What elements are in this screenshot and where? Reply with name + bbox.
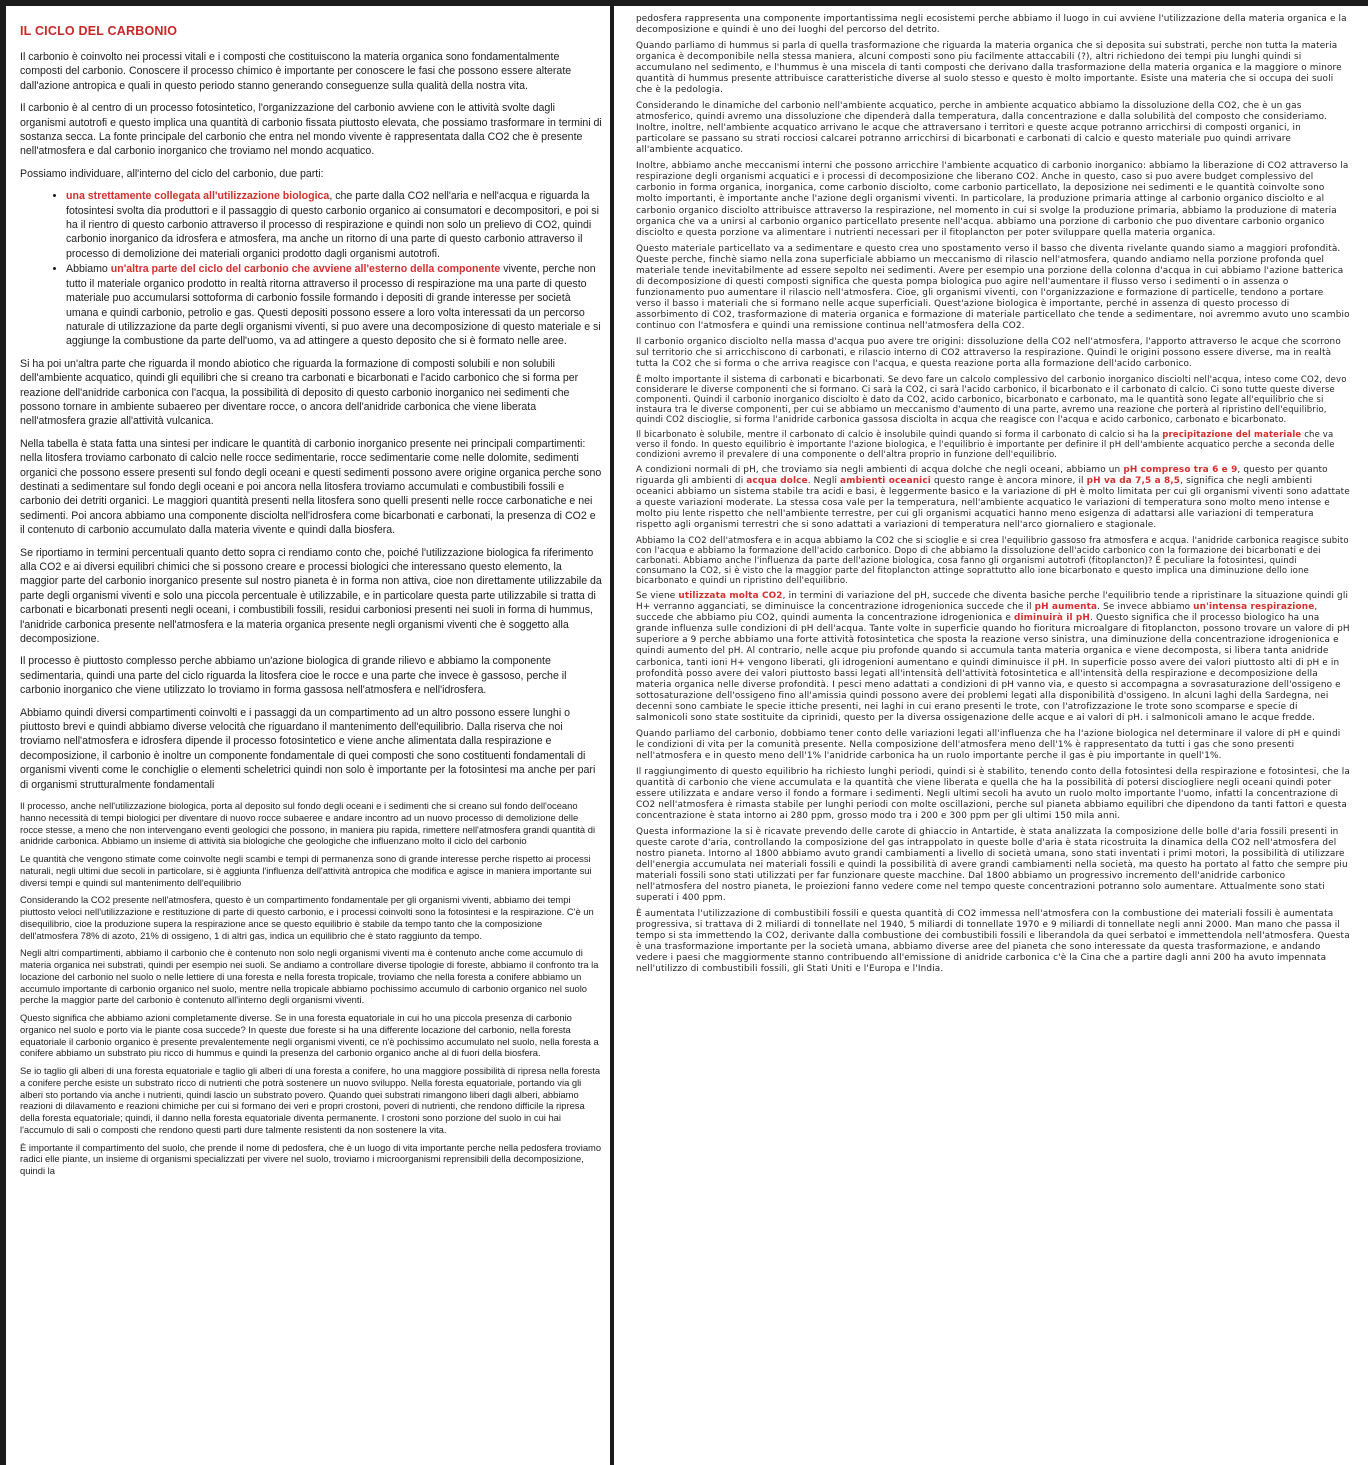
paragraph: Abbiamo la CO2 dell'atmosfera e in acqua abbiamo la CO2 che si scioglie e si crea l'equilibrio gassoso fra atmosfera e acqua. l'anidride carbonica reagisce subito con l'acqua e abbiamo la formazione dell'acido carbonico. Dopo di che abbiamo la dissoluzione dell'acido carbonico con la formazione dei bicarbonati e dei carbonati. Abbiamo anche l'influenza da parte dell'azione biologica, cosa fanno gli organismi autotrofi (fitoplancton)? È peculiare la fotosintesi, quindi consumano la CO2, si è visto che la maggior parte del fitoplancton attinge soprattutto allo ione bicarbonato e questo implica una diminuzione dello ione bicarbonato e quindi un ripristino dell'equilibrio. bbox=[636, 536, 1349, 587]
bullet-text: , che parte dalla CO2 nell'aria e nell'acqua e riguarda la fotosintesi svolta dia produttori e il passaggio di questo carbonio organico ai consumatori e decompositori, e poi si ha il rientro di questo carbonio attraverso il processo di respirazione e quindi non solo un prelievo di CO2, quindi carbonio inorganico da idrosfera e atmosfera, ma anche un ritorno di una parte di questo carbonio attraverso il processo di demolizione dei materiali organici prodotto dagli organismi autotrofi. bbox=[66, 190, 599, 260]
paragraph: Considerando la CO2 presente nell'atmosfera, questo è un compartimento fondamentale per gli organismi viventi, abbiamo dei tempi piuttosto veloci nell'utilizzazione e restituzione di parte di questo carbonio, e i processi coinvolti sono la fotosintesi e la respirazione. C'è un disequilibrio, cioe la produzione supera la respirazione ance se questo equilibrio è stabile da tempo tanto che la composizione dell'atmosfera 78% di azoto, 21% di ossigeno, 1 di altri gas, indica un equilibrio che è stato raggiunto da tempo. bbox=[20, 894, 594, 941]
bullet-text: vivente, perche non tutto il materiale organico prodotto in realtà ritorna attraverso il processo di respirazione ma una parte di questo materiale puo accumularsi sottoforma di carbonio fossile formando i depositi di grande interesse per società umana e quindi carbonio, petrolio e gas. Questi depositi possono essere a loro volta interessati da un percorso naturale di utilizzazione da parte degli organismi viventi, si puo avere una decomposizione di questo materiale e si aggiunge la combustione da parte dell'uomo, va ad attingere a questo deposito che si è formato nelle aree. bbox=[66, 263, 601, 348]
highlight-text: pH va da 7,5 a 8,5 bbox=[1086, 476, 1181, 487]
bullet-list bbox=[20, 189, 602, 348]
paragraph: Si ha poi un'altra parte che riguarda il mondo abiotico che riguarda la formazione di composti solubili e non solubili dell'ambiente acquatico, quindi gli equilibri che si creano tra carbonati e bicarbonati e l'acido carbonico che si forma per reazione dell'anidride carbonica con l'acqua, la possibilità di deposito di questo carbonio inorganico nei sedimenti che possono tornare in ambiente subaereo per diventare rocce, o ancora dell'anidride carbonica che viene liberata nell'atmosfera grazie all'attività vulcanica. bbox=[20, 357, 579, 428]
paragraph: Se io taglio gli alberi di una foresta equatoriale e taglio gli alberi di una foresta a conifere, ho una maggiore possibilità di ripresa nella foresta a conifere perche esiste un substrato ricco di nutrienti che potrà sostenere un nuovo sviluppo. Nella foresta equatoriale, portando via gli alberi sto portando via anche i nutrienti, quindi lascio un substrato povero. Quando quei substrati rimangono liberi dagli alberi, abbiamo reazioni di dilavamento e reazioni chimiche per cui si formano dei veri e propri crostoni, poveri di nutrienti, che rendono difficile la ripresa della foresta equatoriale; quindi, il danno nella foresta equatoriale diventa permanente. I crostoni sono porzione del suolo in cui hai l'accumulo di sali o composti che rendono questi parti dure talmente resistenti da non sostenere la vita. bbox=[20, 1065, 601, 1135]
paragraph: Se riportiamo in termini percentuali quanto detto sopra ci rendiamo conto che, poiché l'utilizzazione biologica fa riferimento alla CO2 e ai diversi equilibri chimici che si possono creare e processi biologici che interessano questo elemento, la maggior parte del carbonio inorganico presente sul nostro pianeta è in forma non attiva, cioe non direttamente utilizzabile da parte degli organismi viventi e solo una piccola percentuale è utilizzabile, e in particolare questa parte utilizzabile si tratta di carbonati e bicarbonati presenti negli oceani, i combustibili fossili, residui carboniosi presenti nei suoli in forma di hummus, l'anidride carbonica presente nell'atmosfera e la materia organica presente negli organismi viventi che è soggetto alla decomposizione. bbox=[20, 546, 602, 646]
paragraph bbox=[636, 465, 1350, 531]
paragraph: Nella tabella è stata fatta una sintesi per indicare le quantità di carbonio inorganico presente nei principali compartimenti: nella litosfera troviamo carbonato di calcio nelle rocce sedimentarie, rocce sedimentarie come nelle dolomite, sedimenti organici che possono essere presenti sul fondo degli oceani e questi sedimenti possono avere origine organica perche sono destinati a sedimentare sul fondo degli oceani e poi ancora nella litosfera troviamo accumulati e combustibili fossili e carbonio dei detriti organici. Le maggiori quantità presenti nella litosfera sono quelli presenti nelle rocce carbonatiche e nei sedimenti. Poi ancora abbiamo una componente disciolta nell'idrosfera come bicarbonati e carbonati, la presenza di CO2 e il contenuto di carbonio accumulato dalla materia vivente e quindi dalla biosfera. bbox=[20, 437, 602, 537]
text-run: . Negli bbox=[807, 476, 841, 487]
highlight-text: ambienti oceanici bbox=[840, 476, 931, 487]
highlight-text: una strettamente collegata all'utilizzazione biologica bbox=[66, 190, 330, 203]
highlight-text: utilizzata molta CO2 bbox=[678, 591, 783, 602]
highlight-text: precipitazione del materiale bbox=[1162, 430, 1302, 441]
paragraph: Le quantità che vengono stimate come coinvolte negli scambi e tempi di permanenza sono di grande interesse perche rispetto ai processi naturali, negli ultimi due secoli in particolare, si è aggiunta l'influenza dell'attività antropica che modifica e agisce in maniera importante sui diversi tempi e quindi sul mantenimento dell'equilibrio bbox=[20, 853, 592, 888]
paragraph: È importante il compartimento del suolo, che prende il nome di pedosfera, che è un luogo di vita importante perche nella pedosfera troviamo radici elle piante, un insieme di organismi specializzati per vivere nel suolo, troviamo i microorganismi reprensibili della decomposizione, quindi la bbox=[20, 1141, 602, 1177]
text-run: A condizioni normali di pH, che troviamo sia negli ambienti di acqua dolche che negli oceani, abbiamo un bbox=[636, 465, 1124, 476]
paragraph: Considerando le dinamiche del carbonio nell'ambiente acquatico, perche in ambiente acquatico abbiamo la dissoluzione della CO2, che è un gas atmosferico, quindi avremo una dissoluzione che dipenderà dalla temperatura, dalla concentrazione e dalla solubilità del composto che consideriamo. Inoltre, inoltre, nell'ambiente acquatico arrivano le acque che attraversano i territori e queste acque potranno arricchirsi di composti organici, in particolare se passano su strati rocciosi calcarei potranno arricchirsi di bicarbonati e carbonati di calcio e questo materiale puo quindi arrivare all'ambiente acquatico. bbox=[636, 101, 1327, 156]
page-title: IL CICLO DEL CARBONIO bbox=[20, 24, 178, 38]
text-run: Se viene bbox=[636, 591, 679, 602]
bullet-item bbox=[66, 262, 602, 348]
paragraph: Quando parliamo del carbonio, dobbiamo tener conto delle variazioni legati all'influenza che ha l'azione biologica nel determinare il valore di pH e quindi le condizioni di vita per la comunità presente. Nella composizione dell'atmosfera meno dell'1% è rappresentato da tutti i gas che sono presenti nell'atmosfera e in questo meno dell'1% l'anidride carbonica ha un ruolo importante perche il gas è piu importante in quell'1%. bbox=[636, 728, 1341, 761]
right-page bbox=[614, 6, 1368, 1465]
paragraph bbox=[636, 591, 1350, 723]
highlight-text: pH compreso tra 6 e 9 bbox=[1123, 465, 1238, 476]
paragraph bbox=[636, 430, 1350, 460]
paragraph: Il carbonio organico disciolto nella massa d'acqua puo avere tre origini: dissoluzione della CO2 nell'atmosfera, l'apporto attraverso le acque che scorrono sul territorio che si arricchiscono di carbonati, e rilascio interno di CO2 attraverso la respirazione. Quindi le origini possono essere diverse, ma in realtà tutta la CO2 che si forma o che arriva reagisce con l'acqua, e questa reazione porta alla formazione dell'acido carbonico. bbox=[636, 336, 1341, 369]
paragraph: Il processo è piuttosto complesso perche abbiamo un'azione biologica di grande rilievo e abbiamo la componente sedimentaria, quindi una parte del ciclo riguarda la litosfera cioe le rocce e una parte che invece è gassoso, perche il carbonio inorganico che viene utilizzato lo troviamo in forma gassosa nell'atmosfera e nell'idrosfera. bbox=[20, 655, 567, 697]
paragraph: Questa informazione la si è ricavate prevendo delle carote di ghiaccio in Antartide, è stata analizzata la composizione delle bolle d'aria fossili presenti in queste carote d'aria, controllando la composizione del gas intrappolato in queste bolle d'aria è stata ricostruita la dinamica della CO2 nell'atmosfera del nostro pianeta. Intorno al 1800 abbiamo avuto grandi cambiamenti a livello di società umana, sono stati inventati i primi motori, la possibilità di utilizzare dell'energia accumulata nei materiali fossili e quindi la possibilità di avere grandi cambiamenti nella società, ma questo ha portato al fatto che sempre piu materiali fossili sono stati utilizzati per far funzionare queste macchine. Dal 1800 abbiamo un progressivo incremento dell'anidride carbonico nell'atmosfera del nostro pianeta, le proiezioni fanno vedere come nel tempo queste concentrazioni potranno solo aumentare. Attualmente sono stati superati i 400 ppm. bbox=[636, 826, 1348, 904]
paragraph: pedosfera rappresenta una componente importantissima negli ecosistemi perche abbiamo il luogo in cui avviene l'utilizzazione della materia organica e la decomposizione e quindi è uno dei luoghi del percorso del detrito. bbox=[636, 14, 1347, 36]
paragraph: Negli altri compartimenti, abbiamo il carbonio che è contenuto non solo negli organismi viventi ma è contenuto anche come accumulo di materia organica nei substrati, quindi per esempio nei suoli. Se andiamo a controllare diverse tipologie di foreste, abbiamo il confronto tra la locazione del carbonio nel suolo o nelle lettiere di una foresta e nella foresta tropicale, troviamo che nella foresta a conifere abbiamo un accumulo importante di carbonio organico nel suolo, mentre nella tropicale abbiamo pochissimo accumulo di carbonio organico nel suolo perche la maggior parte del carbonio è contenuto all'interno degli organismi viventi. bbox=[20, 947, 599, 1006]
paragraph: Il carbonio è al centro di un processo fotosintetico, l'organizzazione del carbonio avviene con le attività svolte dagli organismi autotrofi e questo implica una quantità di carbonio fissata piuttosto elevata, che possiamo trasformare in termini di sostanza secca. La fonte principale del carbonio che entra nel mondo vivente è rappresentata dalla CO2 che è presente nell'atmosfera e dal carbonio inorganico che troviamo nel mondo acquatico. bbox=[20, 102, 602, 158]
paragraph: Abbiamo quindi diversi compartimenti coinvolti e i passaggi da un compartimento ad un altro possono essere lunghi o piuttosto brevi e quindi abbiamo diverse velocità che riguardano il mantenimento dell'equilibrio. Dalla riserva che noi troviamo nell'atmosfera e idrosfera dipende il processo fotosintetico e viene anche alimentata dalla respirazione e decomposizione, il carbonio è inoltre un componente fondamentale di quei composti che sono costituenti fondamentali di organismi viventi come le conchiglie o elementi scheletrici quindi non solo è importante per la fotosintesi ma anche per pari di organismi strutturalmente fondamentali bbox=[20, 706, 596, 791]
bullet-item bbox=[66, 189, 602, 261]
text-run: , in termini di variazione del pH, succede che diventa basiche perche l'equilibrio tende a ripristinare la situazione quindi gli H+ verranno agganciati, se diminuisce la concentrazione idrogenionica succede che il bbox=[636, 591, 1349, 613]
highlight-text: un'altra parte del ciclo del carbonio che avviene all'esterno della componente bbox=[110, 263, 501, 276]
text-run: . Se invece abbiamo bbox=[1097, 602, 1194, 613]
paragraph: È molto importante il sistema di carbonati e bicarbonati. Se devo fare un calcolo complessivo del carbonio inorganico disciolti nell'acqua, inteso come CO2, devo considerare le diverse componenti che si formano. Ci sarà la CO2, ci sarà l'acido carbonico, il bicarbonato e il carbonato di calcio. Ci sono tutte queste diverse componenti. Quindi il carbonio inorganico disciolto è dato da CO2, acido carbonico, bicarbonato e carbonato, ma le quantità sono legate all'equilibrio che si instaura tra le diverse componenti, per cui se abbiamo un meccanismo d'aumento di una parte, avremo una reazione che porterà al ripristino dell'equilibrio, quindi CO2 discioglie, si forma l'anidride carbonica gassosa disciolta in acqua che reagisce con l'acqua e acido carbonico, carbonato e bicarbonato. bbox=[636, 374, 1347, 425]
highlight-text: pH aumenta bbox=[1034, 602, 1098, 613]
text-run: che va verso il fondo. In questo equilibrio è importante l'azione biologica, e l'equilibrio è importante per definire il pH dell'ambiente acquatico perche a seconda delle condizioni avremo il prevalere di una componente o dell'altra proprio in funzione dell'equilibrio. bbox=[636, 430, 1335, 461]
paragraph: Questo materiale particellato va a sedimentare e questo crea uno spostamento verso il basso che diventa rivelante quando siamo a maggiori profondità. Queste perche, finchè siamo nella zona superficiale abbiamo un meccanismo di rilascio nell'atmosfera, quando andiamo nella porzione profonda quel materiale tende inevitabilmente ad essere sepolto nei sedimenti. Avere per esempio una porzione della colonna d'acqua in cui abbiamo l'azione batterica di decomposizione di questi composti significa che questa pompa biologica puo agire nell'aumentare il flusso verso i sedimenti o in assenza o funzionamento puo aumentare il rilascio nell'atmosfera. Cioe, gli organismi viventi, con l'organizzazione e formazione di particelle, tendono a portare verso il basso i materiali che si formano nelle acque superficiali. Quest'azione biologica è importante, perché in assenza di questo processo di assorbimento di CO2, trasformazione di materia organica e formazione di materiale particellato che tende a sedimentare, noi avremmo avuto uno scambio continuo con l'atmosfera e quindi una remissione continua nell'atmosfera della CO2. bbox=[636, 243, 1350, 331]
paragraph: Il carbonio è coinvolto nei processi vitali e i composti che costituiscono la materia organica sono fondamentalmente composti del carbonio. Conoscere il processo chimico è importante per conoscere le fasi che possono essere alterate dall'azione antropica e quali in questo periodo stanno generando conseguenze sulla qualità della nostra vita. bbox=[20, 51, 572, 92]
highlight-text: un'intensa respirazione bbox=[1193, 602, 1315, 613]
paragraph: Quando parliamo di hummus si parla di quella trasformazione che riguarda la materia organica che si deposita sui substrati, perche non tutta la materia organica è decomponibile nella stessa maniera, alcuni composti sono piu facilmente attaccabili (?), altri richiedono dei tempi piu lunghi quindi si accumulano nel sedimento, e l'hummus è una miscela di tanti composti che derivano dalla trasformazione della materia organica e la maggiore o minore quantità di hummus presente attribuisce caratteristiche diverse al suolo stesso e questo è molto importante. Esiste una materia che si occupa dei suoli che è la pedologia. bbox=[636, 41, 1342, 96]
text-run: . Questo significa che il processo biologico ha una grande influenza sulle condizioni di pH dell'acqua. Tante volte in superficie quando ho fioritura microalgare di fitoplancton, possono trovare un valore di pH superiore a 9 perche abbiamo una forte attività fotosintetica che sposta la reazione verso sinistra, una diminuzione della concentrazione idrogenionica e quindi aumento del pH. Al contrario, nelle acque piu profonde quando si accumula tanta materia organica e viene decomposta, si libera tanta anidride carbonica, tanti ioni H+ vengono liberati, gli idrogenioni aumentano e quindi diminuisce il pH. In superficie posso avere dei valori piuttosto alti di pH e in profondità posso avere dei valori piuttosto bassi legati all'intensità dell'attività fotosintetica e all'intensità della respirazione e decomposizione della materia organica nelle diverse profondità. I pesci meno adattati a condizioni di pH vanno via, e questo si accompagna a sovrasaturazione dell'ossigeno e sottosaturazione dell'ossigeno fino all'amissia quindi possono avere dei problemi legati alla disponibilità d'ossigeno. In alcuni laghi della Sardegna, nei decenni sono cambiate le specie ittiche presenti, nei laghi in cui erano presenti le trote, con l'atrofizzazione le trote sono scomparse e specie di salmonicoli sono state sostituite da ciprinidi, questo per la diversa ossigenazione delle acque e ai valori di pH. i salmonicoli amano le acque fredde. bbox=[636, 613, 1350, 723]
bullet-text: Abbiamo bbox=[66, 263, 111, 276]
paragraph: Il raggiungimento di questo equilibrio ha richiesto lunghi periodi, quindi si è stabilito, tenendo conto della fotosintesi della respirazione e fotosintesi, che la quantità di carbonio che viene accumulata e la quantità che viene liberata e quella che ha la possibilità di potersi disciogliere negli oceani quindi poter essere utilizzata e andare verso il fondo a formare i sedimenti. Negli ultimi secoli ha avuto un ruolo molto importante l'uomo, infatti la concentrazione di CO2 nell'atmosfera è rimasta stabile per lunghi periodi con molte oscillazioni, perche sul pianeta abbiamo equilibri che dipendono da tanti fattori e questa concentrazione è stata intorno ai 280 ppm, grosso modo tra i 200 e 300 ppm per gli ultimi 150 mila anni. bbox=[636, 766, 1350, 821]
highlight-text: acqua dolce bbox=[746, 476, 808, 487]
text-run: , questo per quanto riguarda gli ambienti di bbox=[636, 465, 1328, 487]
left-page bbox=[6, 6, 610, 1465]
highlight-text: diminuirà il pH bbox=[1013, 613, 1090, 624]
paragraph: Questo significa che abbiamo azioni completamente diverse. Se in una foresta equatoriale in cui ho una piccola presenza di carbonio organico nel suolo e porto via le piante cosa succede? In queste due foreste si ha una differente locazione del carbonio, nella foresta equatoriale il carbonio organico è presente prevalentemente negli organismi viventi, ce n'è pochissimo accumulato nel suolo, nella foresta a conifere abbiamo un substrato piu ricco di hummus e quindi la presenza del carbonio organico anche al di fuori della biosfera. bbox=[20, 1012, 599, 1059]
text-run: Il bicarbonato è solubile, mentre il carbonato di calcio è insolubile quindi quando si forma il carbonato di calcio si ha la bbox=[636, 430, 1163, 441]
text-run: , succede che abbiamo piu CO2, quindi aumenta la concentrazione idrogenionica e bbox=[636, 602, 1318, 624]
paragraph: Il processo, anche nell'utilizzazione biologica, porta al deposito sul fondo degli oceani e i sedimenti che si creano sul fondo dell'oceano hanno necessità di tempi biologici per diventare di nuovo rocce subaeree e andare incontro ad un nuovo processo di demolizione delle rocce stesse, a meno che non intervengano eventi geologici che possono, in maniera piu rapida, rimettere nell'atmosfera grandi quantità di anidride carbonica. Abbiamo un insieme di attività sia biologiche che geologiche che influenzano molto il ciclo del carbonio bbox=[20, 800, 596, 847]
text-run: questo range è ancora minore, il bbox=[930, 476, 1087, 487]
text-run: , significa che negli ambienti oceanici abbiamo un sistema stabile tra acidi e basi, è leggermente basico e la variazione di pH è molto limitata per cui gli organismi viventi sono adattate a queste variazioni moderate. La stessa cosa vale per la temperatura, nell'ambiente acquatico le variazioni di temperatura sono molto meno intense e molto piu lente rispetto che nell'ambiente terrestre, per cui gli organismi acquatici hanno meno esigenza di adattarsi alle variazioni di temperatura rispetto agli organismi terrestri che si sono adattati a variazioni di temperatura nell'arco giornaliero e stagionale. bbox=[636, 476, 1350, 531]
paragraph: È aumentata l'utilizzazione di combustibili fossili e questa quantità di CO2 immessa nell'atmosfera con la combustione dei materiali fossili è aumentata progressiva, si trattava di 2 miliardi di tonnellate nel 1940, 5 miliardi di tonnellate 1970 e 9 miliardi di tonnellate negli anni 2000. Man mano che passa il tempo si sta immettendo la CO2, derivante dalla combustione dei combustibili fossili e liberandola da quei serbatoi e immettendola nell'atmosfera. Questa è una trasformazione importante per la società umana, abbiamo diverse aree del pianeta che sono interessate da questa trasformazione, e andando vedere i paesi che maggiormente stanno contribuendo all'emissione di anidride carbonica c'è la Cina che a partire dagli anni 200 ha avuto impennata nell'utilizzo di combustibili fossili, gli Stati Uniti e l'Europa e l'India. bbox=[636, 909, 1350, 975]
paragraph: Possiamo individuare, all'interno del ciclo del carbonio, due parti: bbox=[20, 167, 324, 180]
paragraph: Inoltre, abbiamo anche meccanismi interni che possono arricchire l'ambiente acquatico di carbonio inorganico: abbiamo la liberazione di CO2 attraverso la respirazione degli organismi acquatici e i processi di decomposizione che liberano CO2. Anche in questo, caso si puo avere budget complessivo del carbonio in forma organica, inorganica, come carbonio disciolto, come carbonio particellato, la deposizione nei sedimenti e le quantità coinvolte sono molto importanti, è importante anche l'azione degli organismi viventi. In particolare, la produzione primaria attinge al carbonio organico disciolto e al carbonio organico disciolto attribuisce attraverso la respirazione, nel momento in cui si svolge la produzione primaria, abbiamo la produzione di materia organica che va a unirsi al carbonio organico particellato presente nell'acqua. abbiamo una porzione di carbonio che puo diventare carbonio organico disciolto e questa porzione va alimentare i nutrienti necessari per il fitoplancton per poter sviluppare quella materia organica. bbox=[636, 161, 1349, 238]
